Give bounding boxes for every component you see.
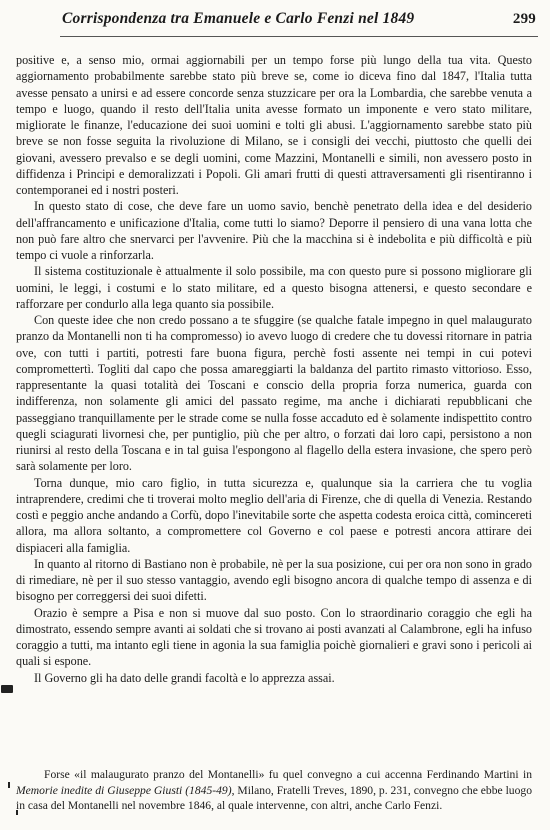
running-header (62, 10, 536, 28)
footnote (16, 767, 532, 814)
paragraph: positive e, a senso mio, ormai aggiornabili per un tempo forse più lungo della tua vita. Questo aggiornamento probabilmente sarebbe stato più breve se, come io diceva fino dal 1847, l'Italia tutta avesse pensato a unirsi e ad essere concorde senza stuzzicare per ora la Lombardia, che sarebbe venuta a tempo e luogo, quando il resto dell'Italia unita avesse formato un imponente e vero stato militare, migliorate le finanze, l'educazione dei suoi uomini e tolti gli abusi. L'aggiornamento sarebbe stato più breve se non fosse seguita la rivoluzione di Milano, se i consigli dei vecchi, piuttosto che quelli dei giovani, avessero prevalso e se degli uomini, come Mazzini, Montanelli e simili, non avessero posto in diffidenza i Principi e demoralizzati i Popoli. Gli amari frutti di questi attraversamenti gli risentiranno i contemporanei ed i nostri posteri. (16, 53, 532, 197)
paragraph: Con queste idee che non credo possano a te sfuggire (se qualche fatale impegno in quel malaugurato pranzo da Montanelli non ti ha compromesso) io avevo luogo di credere che tu dovessi ritornare in patria ove, con tutti i partiti, potresti fare buona figura, perchè fosti assente nei tempi in cui potevi compromettertì. Togliti dal capo che possa amareggiarti la baldanza del partito rimasto vittorioso. Esso, rappresentante la quasi totalità dei Toscani e conscio della propria forza numerica, guarda con indifferenza, non solamente gli amici del passato regime, ma anche i dichiarati repubblicani che passeggiano tranquillamente per le strade come se nulla fosse accaduto ed è solamente indispettito contro quegli sciagurati livornesi che, per puntiglio, più che per altro, o forzati dai loro capi, persistono a non riunirsi al resto della Toscana e in tal guisa l'espongono al flagello della estera invasione, che spero però sarà solamente per loro. (16, 313, 532, 474)
paragraph: In questo stato di cose, che deve fare un uomo savio, benchè penetrato della idea e del desiderio dell'affrancamento e unificazione d'Italia, come tutti lo siamo? Deporre il pensiero di una vana lotta che non può fare altro che snervarci per l'avvenire. Più che la macchina si è indebolita e più difficoltà e più tempo ci vuole a rinforzarla. (16, 199, 532, 262)
paragraph: In quanto al ritorno di Bastiano non è probabile, nè per la sua posizione, cui per ora non sono in grado di rimediare, nè per il suo stesso vantaggio, avendo egli bisogno ancora di qualche tempo di assenza e di bisogno per correggersi dei suoi difetti. (16, 556, 532, 604)
header-rule (60, 36, 538, 37)
running-title: Corrispondenza tra Emanuele e Carlo Fenzi nel 1849 (62, 10, 415, 27)
margin-ink-mark (1, 685, 13, 693)
paragraph: Torna dunque, mio caro figlio, in tutta sicurezza e, qualunque sia la carriera che tu voglia intraprendere, credimi che ti troverai molto meglio dell'aria di Firenze, che di quella di Venezia. Restando costì e peggio anche andando a Corfù, dopo l'inevitabile sorte che aspetta codesta eroica città, comincereti allora, ma allora soltanto, a compromettere col Governo e col paese e potresti ancora attirare dei dispiaceri alla famiglia. (16, 475, 532, 555)
margin-ink-mark (8, 782, 10, 788)
footnote-cited-title: Memorie inedite di Giuseppe Giusti (1845-49) (16, 783, 232, 797)
paragraph: Il sistema costituzionale è attualmente il solo possibile, ma con questo pure si possono migliorare gli uomini, le leggi, i costumi e lo stato militare, ed a questo bisogna attenersi, e questo secondare e rafforzare per condurlo alla lega quanto sia possibile. (16, 264, 532, 311)
letter-body (16, 52, 532, 686)
paragraph: Orazio è sempre a Pisa e non si muove dal suo posto. Con lo straordinario coraggio che egli ha dimostrato, essendo sempre avanti ai soldati che si trovano ai posti avanzati al Calambrone, egli ha infuso coraggio a tutti, ma intanto egli tiene in agonia la sua famiglia poichè giornalieri e gravi sono i pericoli ai quali si espone. (16, 605, 532, 669)
footnote-text: , Milano, Fratelli Treves, 1890, p. 231, convegno che ebbe luogo in casa del Montanelli nel novembre 1846, al quale intervenne, con altri, anche Carlo Fenzi. (16, 783, 532, 813)
footnote-text: Forse «il malaugurato pranzo del Montanelli» fu quel convegno a cui accenna Ferdinando Martini in (44, 768, 532, 781)
page-number: 299 (512, 11, 536, 27)
paragraph: Il Governo gli ha dato delle grandi facoltà e lo apprezza assai. (34, 670, 335, 685)
